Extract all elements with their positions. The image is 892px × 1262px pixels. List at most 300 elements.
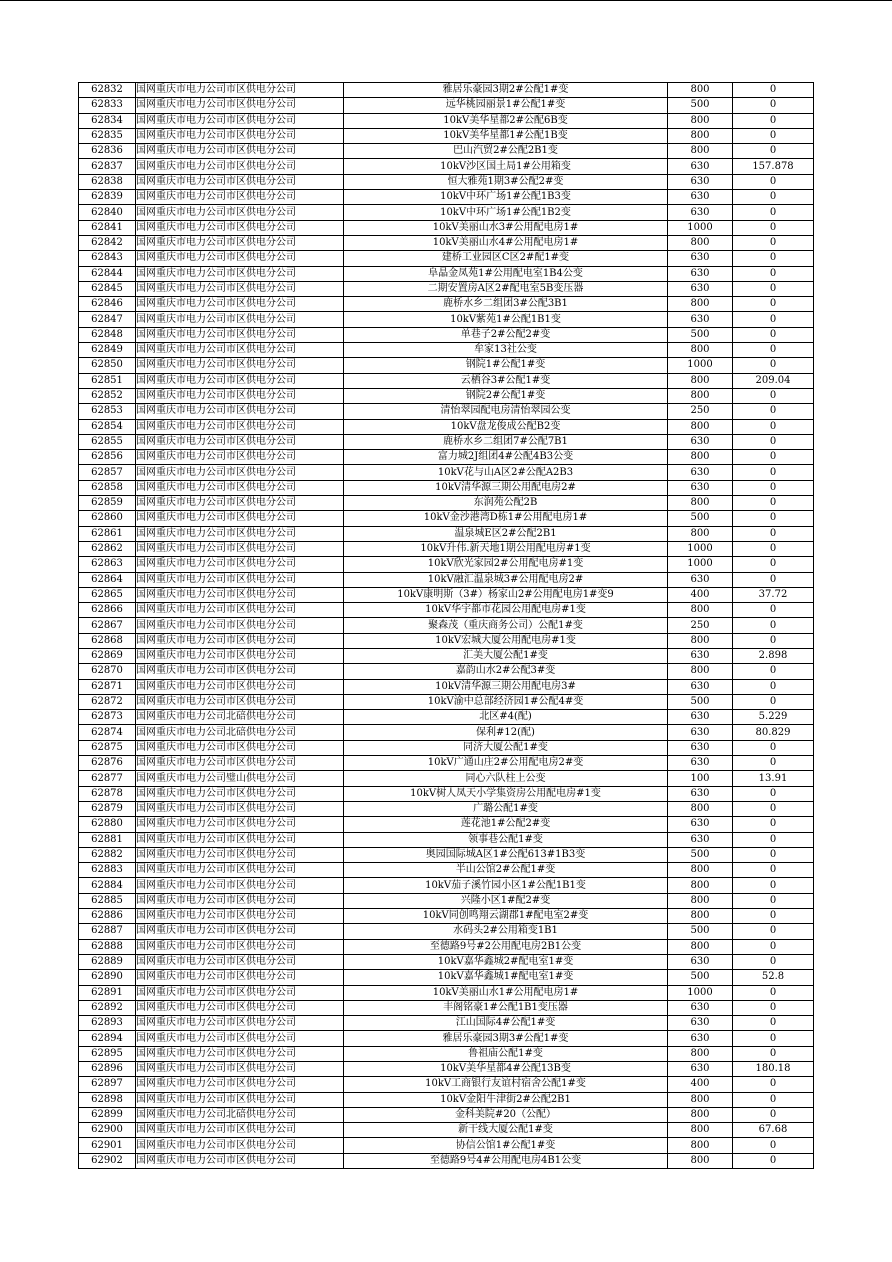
row-id-cell: 62876: [79, 756, 136, 771]
row-station-name-cell: 云栖谷3#公配1#变: [344, 373, 668, 388]
row-company-cell: 国网重庆市电力公司市区供电分公司: [136, 281, 344, 296]
row-capacity-cell: 500: [668, 327, 733, 342]
row-company-cell: 国网重庆市电力公司市区供电分公司: [136, 450, 344, 465]
row-company-cell: 国网重庆市电力公司市区供电分公司: [136, 327, 344, 342]
row-value-cell: 0: [733, 343, 814, 358]
row-value-cell: 0: [733, 174, 814, 189]
row-value-cell: 0: [733, 664, 814, 679]
row-station-name-cell: 10kV美丽山水1#公用配电房1#: [344, 985, 668, 1000]
row-value-cell: 0: [733, 83, 814, 98]
row-value-cell: 0: [733, 893, 814, 908]
row-value-cell: 157.878: [733, 159, 814, 174]
row-capacity-cell: 630: [668, 281, 733, 296]
row-capacity-cell: 630: [668, 266, 733, 281]
row-company-cell: 国网重庆市电力公司市区供电分公司: [136, 847, 344, 862]
row-company-cell: 国网重庆市电力公司市区供电分公司: [136, 1123, 344, 1138]
row-station-name-cell: 保利#12(配): [344, 725, 668, 740]
row-company-cell: 国网重庆市电力公司市区供电分公司: [136, 511, 344, 526]
row-station-name-cell: 10kV盘龙俊成公配B2变: [344, 419, 668, 434]
row-capacity-cell: 800: [668, 1046, 733, 1061]
table-row: [79, 985, 814, 1000]
row-id-cell: 62893: [79, 1016, 136, 1031]
row-value-cell: 0: [733, 756, 814, 771]
table-row: [79, 388, 814, 403]
row-capacity-cell: 800: [668, 1123, 733, 1138]
row-capacity-cell: 800: [668, 939, 733, 954]
row-id-cell: 62895: [79, 1046, 136, 1061]
row-station-name-cell: 10kV康明斯（3#）杨家山2#公用配电房1#变9: [344, 587, 668, 602]
row-station-name-cell: 恒大雅苑1期3#公配2#变: [344, 174, 668, 189]
row-id-cell: 62836: [79, 144, 136, 159]
table-row: [79, 419, 814, 434]
table-row: [79, 817, 814, 832]
table-row: [79, 190, 814, 205]
row-company-cell: 国网重庆市电力公司北碚供电分公司: [136, 1107, 344, 1122]
row-company-cell: 国网重庆市电力公司市区供电分公司: [136, 113, 344, 128]
row-value-cell: 0: [733, 863, 814, 878]
table-row: [79, 832, 814, 847]
row-id-cell: 62889: [79, 954, 136, 969]
row-station-name-cell: 10kV花与山A区2#公配A2B3: [344, 465, 668, 480]
row-capacity-cell: 630: [668, 434, 733, 449]
row-capacity-cell: 630: [668, 740, 733, 755]
row-value-cell: 0: [733, 985, 814, 1000]
row-id-cell: 62865: [79, 587, 136, 602]
row-capacity-cell: 630: [668, 465, 733, 480]
row-company-cell: 国网重庆市电力公司市区供电分公司: [136, 909, 344, 924]
row-company-cell: 国网重庆市电力公司市区供电分公司: [136, 756, 344, 771]
row-station-name-cell: 江山国际4#公配1#变: [344, 1016, 668, 1031]
table-row: [79, 786, 814, 801]
table-row: [79, 587, 814, 602]
row-value-cell: 0: [733, 465, 814, 480]
row-id-cell: 62868: [79, 633, 136, 648]
row-value-cell: 80.829: [733, 725, 814, 740]
row-station-name-cell: 广璐公配1#变: [344, 801, 668, 816]
row-id-cell: 62848: [79, 327, 136, 342]
row-value-cell: 0: [733, 924, 814, 939]
row-id-cell: 62902: [79, 1153, 136, 1168]
row-station-name-cell: 至德路9号4#公用配电房4B1公变: [344, 1153, 668, 1168]
row-capacity-cell: 1000: [668, 557, 733, 572]
row-id-cell: 62896: [79, 1062, 136, 1077]
row-value-cell: 0: [733, 786, 814, 801]
row-id-cell: 62846: [79, 297, 136, 312]
row-value-cell: 0: [733, 404, 814, 419]
table-row: [79, 970, 814, 985]
table-row: [79, 205, 814, 220]
table-row: [79, 679, 814, 694]
table-row: [79, 373, 814, 388]
row-station-name-cell: 巴山汽贸2#公配2B1变: [344, 144, 668, 159]
row-value-cell: 0: [733, 526, 814, 541]
row-id-cell: 62887: [79, 924, 136, 939]
row-id-cell: 62863: [79, 557, 136, 572]
row-capacity-cell: 630: [668, 1000, 733, 1015]
row-capacity-cell: 630: [668, 832, 733, 847]
table-row: [79, 1123, 814, 1138]
row-value-cell: 0: [733, 541, 814, 556]
row-id-cell: 62856: [79, 450, 136, 465]
row-station-name-cell: 鹿桥水乡二组团7#公配7B1: [344, 434, 668, 449]
row-id-cell: 62835: [79, 128, 136, 143]
table-row: [79, 541, 814, 556]
row-company-cell: 国网重庆市电力公司市区供电分公司: [136, 985, 344, 1000]
row-company-cell: 国网重庆市电力公司市区供电分公司: [136, 220, 344, 235]
row-station-name-cell: 同心六队柱上公变: [344, 771, 668, 786]
row-id-cell: 62892: [79, 1000, 136, 1015]
table-row: [79, 1092, 814, 1107]
table-row: [79, 1062, 814, 1077]
row-value-cell: 0: [733, 450, 814, 465]
row-id-cell: 62883: [79, 863, 136, 878]
row-value-cell: 37.72: [733, 587, 814, 602]
table-row: [79, 251, 814, 266]
row-station-name-cell: 同济大厦公配1#变: [344, 740, 668, 755]
row-station-name-cell: 北区#4(配): [344, 710, 668, 725]
row-company-cell: 国网重庆市电力公司市区供电分公司: [136, 174, 344, 189]
row-capacity-cell: 800: [668, 373, 733, 388]
row-company-cell: 国网重庆市电力公司市区供电分公司: [136, 83, 344, 98]
row-capacity-cell: 800: [668, 526, 733, 541]
row-station-name-cell: 10kV欣光家园2#公用配电房#1变: [344, 557, 668, 572]
table-row: [79, 434, 814, 449]
row-value-cell: 0: [733, 144, 814, 159]
table-row: [79, 496, 814, 511]
row-company-cell: 国网重庆市电力公司市区供电分公司: [136, 801, 344, 816]
table-row: [79, 128, 814, 143]
table-row: [79, 863, 814, 878]
row-station-name-cell: 10kV融汇温泉城3#公用配电房2#: [344, 572, 668, 587]
row-company-cell: 国网重庆市电力公司市区供电分公司: [136, 1016, 344, 1031]
row-value-cell: 0: [733, 113, 814, 128]
table-row: [79, 220, 814, 235]
row-id-cell: 62870: [79, 664, 136, 679]
row-value-cell: 0: [733, 1046, 814, 1061]
row-station-name-cell: 10kV树人凤天小学集资房公用配电房#1变: [344, 786, 668, 801]
row-id-cell: 62885: [79, 893, 136, 908]
row-id-cell: 62891: [79, 985, 136, 1000]
row-capacity-cell: 500: [668, 847, 733, 862]
row-station-name-cell: 10kV同创鸣翔云湖郡1#配电室2#变: [344, 909, 668, 924]
row-company-cell: 国网重庆市电力公司市区供电分公司: [136, 587, 344, 602]
row-capacity-cell: 800: [668, 144, 733, 159]
table-row: [79, 740, 814, 755]
row-id-cell: 62894: [79, 1031, 136, 1046]
row-capacity-cell: 630: [668, 648, 733, 663]
table-row: [79, 924, 814, 939]
row-value-cell: 2.898: [733, 648, 814, 663]
row-id-cell: 62842: [79, 235, 136, 250]
row-id-cell: 62850: [79, 358, 136, 373]
row-id-cell: 62867: [79, 618, 136, 633]
row-capacity-cell: 800: [668, 128, 733, 143]
table-row: [79, 603, 814, 618]
table-row: [79, 281, 814, 296]
row-station-name-cell: 新干线大厦公配1#变: [344, 1123, 668, 1138]
row-capacity-cell: 630: [668, 679, 733, 694]
table-row: [79, 771, 814, 786]
row-station-name-cell: 10kV紫苑1#公配1B1变: [344, 312, 668, 327]
row-value-cell: 0: [733, 817, 814, 832]
row-station-name-cell: 10kV金沙港湾D栋1#公用配电房1#: [344, 511, 668, 526]
row-company-cell: 国网重庆市电力公司市区供电分公司: [136, 98, 344, 113]
row-id-cell: 62869: [79, 648, 136, 663]
table-row: [79, 939, 814, 954]
row-company-cell: 国网重庆市电力公司市区供电分公司: [136, 970, 344, 985]
row-value-cell: 0: [733, 496, 814, 511]
row-value-cell: 0: [733, 847, 814, 862]
row-capacity-cell: 800: [668, 419, 733, 434]
row-company-cell: 国网重庆市电力公司市区供电分公司: [136, 465, 344, 480]
row-capacity-cell: 630: [668, 817, 733, 832]
row-id-cell: 62879: [79, 801, 136, 816]
table-row: [79, 266, 814, 281]
row-value-cell: 0: [733, 327, 814, 342]
table-row: [79, 327, 814, 342]
row-station-name-cell: 莲花池1#公配2#变: [344, 817, 668, 832]
table-row: [79, 1046, 814, 1061]
row-id-cell: 62860: [79, 511, 136, 526]
table-row: [79, 954, 814, 969]
row-station-name-cell: 建桥工业园区C区2#配1#变: [344, 251, 668, 266]
row-company-cell: 国网重庆市电力公司市区供电分公司: [136, 419, 344, 434]
row-id-cell: 62844: [79, 266, 136, 281]
row-value-cell: 0: [733, 190, 814, 205]
row-company-cell: 国网重庆市电力公司市区供电分公司: [136, 1092, 344, 1107]
row-station-name-cell: 鹿桥水乡二组团3#公配3B1: [344, 297, 668, 312]
table-row: [79, 113, 814, 128]
row-id-cell: 62901: [79, 1138, 136, 1153]
table-row: [79, 235, 814, 250]
row-id-cell: 62843: [79, 251, 136, 266]
row-id-cell: 62849: [79, 343, 136, 358]
row-station-name-cell: 10kV渝中总部经济园1#公配4#变: [344, 694, 668, 709]
row-capacity-cell: 500: [668, 511, 733, 526]
row-id-cell: 62837: [79, 159, 136, 174]
row-id-cell: 62857: [79, 465, 136, 480]
row-capacity-cell: 800: [668, 878, 733, 893]
row-station-name-cell: 汇美大厦公配1#变: [344, 648, 668, 663]
row-id-cell: 62862: [79, 541, 136, 556]
row-value-cell: 0: [733, 572, 814, 587]
table-row: [79, 358, 814, 373]
table-row: [79, 893, 814, 908]
row-value-cell: 0: [733, 939, 814, 954]
row-value-cell: 0: [733, 251, 814, 266]
row-capacity-cell: 1000: [668, 985, 733, 1000]
row-value-cell: 0: [733, 480, 814, 495]
row-company-cell: 国网重庆市电力公司市区供电分公司: [136, 1153, 344, 1168]
row-station-name-cell: 10kV茄子溪竹园小区1#公配1B1变: [344, 878, 668, 893]
row-capacity-cell: 800: [668, 343, 733, 358]
row-company-cell: 国网重庆市电力公司市区供电分公司: [136, 740, 344, 755]
row-id-cell: 62845: [79, 281, 136, 296]
row-value-cell: 0: [733, 358, 814, 373]
row-station-name-cell: 10kV美华星都1#公配1B变: [344, 128, 668, 143]
row-id-cell: 62840: [79, 205, 136, 220]
row-id-cell: 62853: [79, 404, 136, 419]
row-value-cell: 0: [733, 281, 814, 296]
row-capacity-cell: 630: [668, 572, 733, 587]
row-capacity-cell: 630: [668, 1016, 733, 1031]
row-company-cell: 国网重庆市电力公司市区供电分公司: [136, 878, 344, 893]
row-capacity-cell: 500: [668, 694, 733, 709]
table-row: [79, 343, 814, 358]
row-value-cell: 0: [733, 1031, 814, 1046]
row-company-cell: 国网重庆市电力公司市区供电分公司: [136, 939, 344, 954]
table-row: [79, 1153, 814, 1168]
row-value-cell: 52.8: [733, 970, 814, 985]
row-company-cell: 国网重庆市电力公司市区供电分公司: [136, 266, 344, 281]
row-company-cell: 国网重庆市电力公司市区供电分公司: [136, 1031, 344, 1046]
row-id-cell: 62877: [79, 771, 136, 786]
row-capacity-cell: 630: [668, 312, 733, 327]
row-value-cell: 0: [733, 909, 814, 924]
row-station-name-cell: 鲁祖庙公配1#变: [344, 1046, 668, 1061]
row-company-cell: 国网重庆市电力公司璧山供电分公司: [136, 771, 344, 786]
row-id-cell: 62873: [79, 710, 136, 725]
row-station-name-cell: 东润苑公配2B: [344, 496, 668, 511]
row-id-cell: 62871: [79, 679, 136, 694]
row-capacity-cell: 800: [668, 297, 733, 312]
row-station-name-cell: 10kV金阳牛津街2#公配2B1: [344, 1092, 668, 1107]
row-company-cell: 国网重庆市电力公司市区供电分公司: [136, 159, 344, 174]
row-station-name-cell: 钢院1#公配1#变: [344, 358, 668, 373]
table-row: [79, 526, 814, 541]
row-capacity-cell: 100: [668, 771, 733, 786]
table-row: [79, 450, 814, 465]
row-station-name-cell: 10kV中环广场1#公配1B2变: [344, 205, 668, 220]
row-id-cell: 62851: [79, 373, 136, 388]
row-value-cell: 0: [733, 1016, 814, 1031]
row-id-cell: 62839: [79, 190, 136, 205]
row-value-cell: 0: [733, 312, 814, 327]
row-value-cell: 0: [733, 1153, 814, 1168]
row-id-cell: 62880: [79, 817, 136, 832]
row-value-cell: 0: [733, 388, 814, 403]
row-company-cell: 国网重庆市电力公司市区供电分公司: [136, 312, 344, 327]
row-company-cell: 国网重庆市电力公司市区供电分公司: [136, 954, 344, 969]
row-station-name-cell: 10kV升伟.新天地1期公用配电房#1变: [344, 541, 668, 556]
row-company-cell: 国网重庆市电力公司市区供电分公司: [136, 434, 344, 449]
row-value-cell: 0: [733, 832, 814, 847]
row-id-cell: 62888: [79, 939, 136, 954]
row-company-cell: 国网重庆市电力公司市区供电分公司: [136, 205, 344, 220]
row-capacity-cell: 1000: [668, 358, 733, 373]
row-value-cell: 0: [733, 297, 814, 312]
row-station-name-cell: 嘉韵山水2#公配3#变: [344, 664, 668, 679]
table-row: [79, 648, 814, 663]
row-company-cell: 国网重庆市电力公司市区供电分公司: [136, 786, 344, 801]
row-capacity-cell: 630: [668, 725, 733, 740]
row-value-cell: 0: [733, 128, 814, 143]
row-capacity-cell: 800: [668, 235, 733, 250]
row-capacity-cell: 630: [668, 251, 733, 266]
row-capacity-cell: 800: [668, 603, 733, 618]
row-capacity-cell: 800: [668, 388, 733, 403]
row-company-cell: 国网重庆市电力公司北碚供电分公司: [136, 725, 344, 740]
row-capacity-cell: 800: [668, 909, 733, 924]
table-row: [79, 1031, 814, 1046]
table-row: [79, 480, 814, 495]
row-capacity-cell: 630: [668, 190, 733, 205]
table-row: [79, 694, 814, 709]
row-value-cell: 0: [733, 954, 814, 969]
row-station-name-cell: 10kV沙区国土局1#公用箱变: [344, 159, 668, 174]
row-station-name-cell: 阜晶金凤苑1#公用配电室1B4公变: [344, 266, 668, 281]
row-value-cell: 0: [733, 98, 814, 113]
table-row: [79, 98, 814, 113]
row-company-cell: 国网重庆市电力公司市区供电分公司: [136, 618, 344, 633]
row-id-cell: 62878: [79, 786, 136, 801]
row-capacity-cell: 800: [668, 83, 733, 98]
row-capacity-cell: 630: [668, 954, 733, 969]
row-capacity-cell: 800: [668, 450, 733, 465]
table-row: [79, 1000, 814, 1015]
table-row: [79, 801, 814, 816]
row-station-name-cell: 10kV广通山庄2#公用配电房2#变: [344, 756, 668, 771]
row-value-cell: 180.18: [733, 1062, 814, 1077]
row-capacity-cell: 630: [668, 159, 733, 174]
row-value-cell: 0: [733, 1000, 814, 1015]
row-company-cell: 国网重庆市电力公司市区供电分公司: [136, 648, 344, 663]
row-company-cell: 国网重庆市电力公司市区供电分公司: [136, 572, 344, 587]
row-company-cell: 国网重庆市电力公司市区供电分公司: [136, 251, 344, 266]
table-row: [79, 725, 814, 740]
table-row: [79, 297, 814, 312]
table-row: [79, 847, 814, 862]
row-capacity-cell: 630: [668, 480, 733, 495]
row-value-cell: 0: [733, 235, 814, 250]
row-station-name-cell: 奥园国际城A区1#公配613#1B3变: [344, 847, 668, 862]
row-company-cell: 国网重庆市电力公司市区供电分公司: [136, 235, 344, 250]
row-value-cell: 0: [733, 557, 814, 572]
table-row: [79, 404, 814, 419]
row-company-cell: 国网重庆市电力公司市区供电分公司: [136, 128, 344, 143]
table-row: [79, 909, 814, 924]
table-row: [79, 557, 814, 572]
table-row: [79, 710, 814, 725]
row-company-cell: 国网重庆市电力公司市区供电分公司: [136, 343, 344, 358]
row-id-cell: 62875: [79, 740, 136, 755]
row-capacity-cell: 800: [668, 893, 733, 908]
row-id-cell: 62832: [79, 83, 136, 98]
row-value-cell: 0: [733, 740, 814, 755]
row-id-cell: 62847: [79, 312, 136, 327]
page-top-border: [0, 0, 892, 1]
row-company-cell: 国网重庆市电力公司市区供电分公司: [136, 190, 344, 205]
table-row: [79, 878, 814, 893]
row-value-cell: 0: [733, 205, 814, 220]
table-row: [79, 633, 814, 648]
row-value-cell: 5.229: [733, 710, 814, 725]
row-value-cell: 0: [733, 679, 814, 694]
row-capacity-cell: 630: [668, 786, 733, 801]
row-value-cell: 0: [733, 419, 814, 434]
row-id-cell: 62855: [79, 434, 136, 449]
row-station-name-cell: 10kV嘉华鑫城1#配电室1#变: [344, 970, 668, 985]
row-id-cell: 62872: [79, 694, 136, 709]
row-value-cell: 0: [733, 434, 814, 449]
row-station-name-cell: 二期安置房A区2#配电室5B变压器: [344, 281, 668, 296]
row-capacity-cell: 630: [668, 205, 733, 220]
row-id-cell: 62866: [79, 603, 136, 618]
row-value-cell: 0: [733, 603, 814, 618]
row-id-cell: 62834: [79, 113, 136, 128]
row-company-cell: 国网重庆市电力公司市区供电分公司: [136, 358, 344, 373]
table-row: [79, 1107, 814, 1122]
